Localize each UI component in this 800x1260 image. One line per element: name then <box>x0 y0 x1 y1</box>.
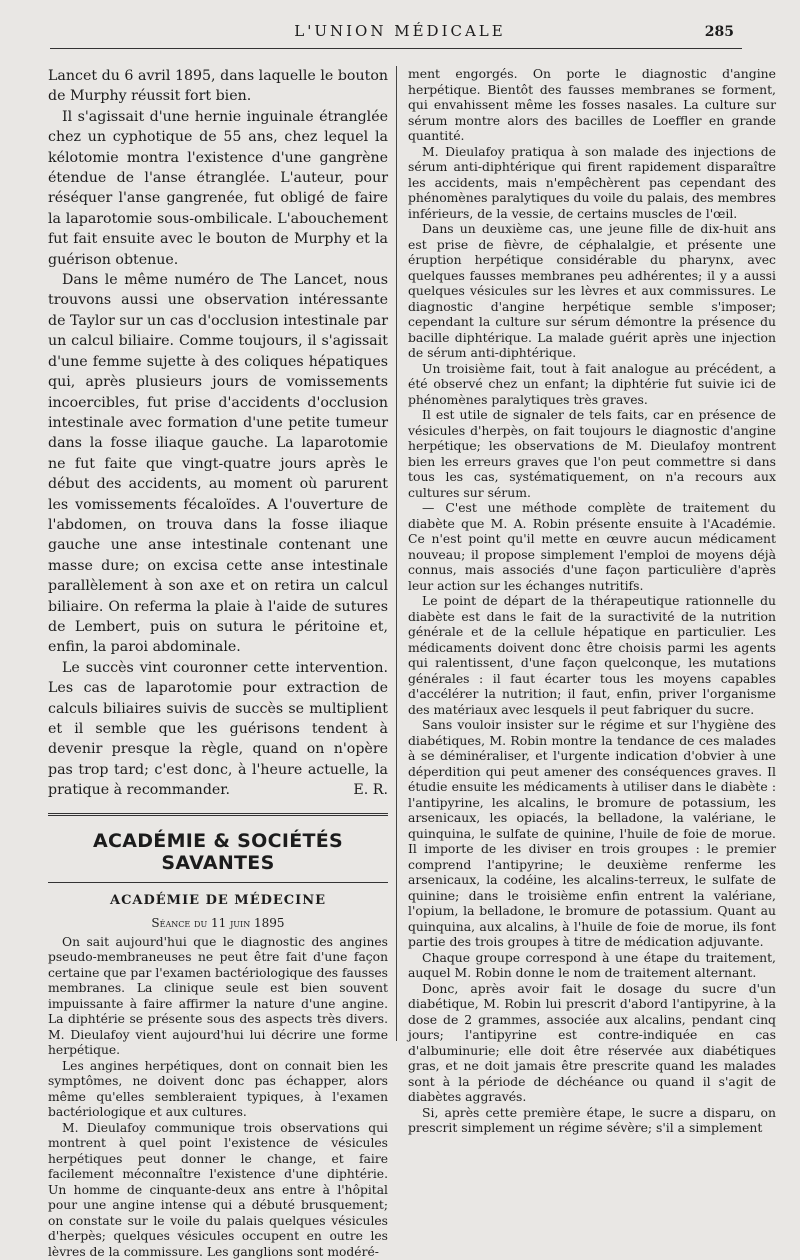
paragraph: Chaque groupe correspond à une étape du traitement, auquel M. Robin donne le nom de traitement alternant. <box>408 949 776 980</box>
paragraph: Il s'agissait d'une hernie inguinale étranglée chez un cyphotique de 55 ans, chez lequel la kélotomie montra l'existence d'une gangrène étendue de l'anse étranglée. L'auteur, pour réséquer l'anse gangrenée, fut obligé de faire la laparotomie sous-ombilicale. L'abouchement fut fait ensuite avec le bouton de Murphy et la guérison obtenue. <box>48 108 388 268</box>
section-divider <box>48 813 388 820</box>
header-rule <box>50 48 742 49</box>
paragraph: ment engorgés. On porte le diagnostic d'angine herpétique. Bientôt des fausses membranes se forment, qui envahissent même les fosses nasales. La culture sur sérum montre alors des bacilles de Loeffler en grande quantité. <box>408 66 776 143</box>
paragraph: Dans un deuxième cas, une jeune fille de dix-huit ans est prise de fièvre, de céphalalgie, et présente une éruption herpétique considérable du pharynx, avec quelques fausses membranes peu adhérentes; il y a aussi quelques vésicules sur les lèvres et aux commissures. Le diagnostic d'angine herpétique semble s'imposer; cependant la culture sur sérum démontre la présence du bacille diphtérique. La malade guérit après une injection de sérum anti-diphtérique. <box>408 221 776 360</box>
paragraph: Donc, après avoir fait le dosage du sucre d'un diabétique, M. Robin lui prescrit d'abord l'antipyrine, à la dose de 2 grammes, associée aux alcalins, pendant cinq jours; l'antipyrine est contre-indiquée en cas d'albuminurie; elle doit être réservée aux diabétiques gras, et ne doit jamais être prescrite quand les malades sont à la période de déchéance ou quand il s'agit de diabètes aggravés. <box>408 980 776 1104</box>
paragraph: M. Dieulafoy pratiqua à son malade des injections de sérum anti-diphtérique qui firent rapidement disparaître les accidents, mais n'empêchèrent pas cependant des phénomènes paralytiques du voile du palais, des membres inférieurs, de la vessie, de certains muscles de l'œil. <box>408 143 776 221</box>
paragraph: Dans le même numéro de The Lancet, nous trouvons aussi une observation intéressante de Taylor sur un cas d'occlusion intestinale par un calcul biliaire. Comme toujours, il s'agissait d'une femme sujette à des coliques hépatiques qui, après plusieurs jours de vomissements incoercibles, fut prise d'accidents d'occlusion intestinale avec formation d'une petite tumeur dans la fosse iliaque gauche. La laparotomie ne fut faite que vingt-quatre jours après le début des accidents, au moment où parurent les vomissements fécaloïdes. A l'ouverture de l'abdomen, on trouva dans la fosse iliaque gauche une anse intestinale contenant une masse dure; on excisa cette anse intestinale parallèlement à son axe et on retira un calcul biliaire. On referma la plaie à l'aide de sutures de Lembert, puis on sutura le péritoine et, enfin, la paroi abdominale. <box>48 272 388 656</box>
running-title: L'UNION MÉDICALE <box>294 22 506 40</box>
section-underline <box>48 882 388 883</box>
paragraph: Un troisième fait, tout à fait analogue au précédent, a été observé chez un enfant; la diphtérie fut suivie ici de phénomènes paralytiques très graves. <box>408 360 776 407</box>
right-column <box>408 66 776 1136</box>
column-divider <box>396 66 397 1041</box>
paragraph: Sans vouloir insister sur le régime et sur l'hygiène des diabétiques, M. Robin montre la tendance de ces malades à se déminéraliser, et l'urgente indication d'obvier à une déperdition qui peut amener des conséquences graves. Il étudie ensuite les médicaments à utiliser dans le diabète : l'antipyrine, les alcalins, le bromure de potassium, les arsenicaux, les opiacés, la belladone, la valériane, le quinquina, le sulfate de quinine, l'huile de foie de morue. Il importe de les diviser en trois groupes : le premier comprend l'antipyrine; le deuxième renferme les arsenicaux, la codéine, les alcalins-terreux, le sulfate de quinine; dans le troisième enfin entrent la valériane, l'opium, la belladone, le bromure de potassium. Quant au quinquina, aux alcalins, à l'huile de foie de morue, ils font partie des trois groupes à titre de médication adjuvante. <box>408 717 776 949</box>
author-signature: E. R. <box>353 782 388 799</box>
page-header <box>40 18 760 52</box>
paragraph: Les angines herpétiques, dont on connait bien les symptômes, ne doivent donc pas échapper, alors même qu'elles sembleraient typiques, à l'examen bactériologique et aux cultures. <box>48 1058 388 1120</box>
left-column <box>48 66 388 1260</box>
section-title: ACADÉMIE & SOCIÉTÉS SAVANTES <box>92 829 343 874</box>
paragraph <box>48 658 388 801</box>
paragraph: Le point de départ de la thérapeutique rationnelle du diabète est dans le fait de la suractivité de la nutrition générale et de la cellule hépatique en particulier. Les médicaments doivent donc être choisis parmi les agents qui ralentissent, d'une façon quelconque, les mutations générales : il faut écarter tous les moyens capables d'accélérer la nutrition; il faut, enfin, priver l'organisme des matériaux avec lesquels il peut fabriquer du sucre. <box>408 593 776 717</box>
paragraph-text: Le succès vint couronner cette intervention. Les cas de laparotomie pour extraction de calculs biliaires suivis de succès se multiplient et il semble que les guérisons tendent à devenir presque la règle, quand on n'opère pas trop tard; c'est donc, à l'heure actuelle, la pratique à recommander. <box>48 659 388 799</box>
session-date: Séance du 11 juin 1895 <box>151 915 285 930</box>
paragraph: M. Dieulafoy communique trois observations qui montrent à quel point l'existence de vésicules herpétiques peut donner le change, et faire facilement méconnaître l'existence d'une diphtérie. Un homme de cinquante-deux ans entre à l'hôpital pour une angine intense qui a débuté brusquement; on constate sur le voile du palais quelques vésicules d'herpès; quelques vésicules occupent en outre les lèvres de la commissure. Les ganglions sont modéré- <box>48 1120 388 1259</box>
paragraph: Si, après cette première étape, le sucre a disparu, on prescrit simplement un régime sévère; s'il a simplement <box>408 1104 776 1135</box>
paragraph: Lancet du 6 avril 1895, dans laquelle le bouton de Murphy réussit fort bien. <box>48 68 388 105</box>
page-number: 285 <box>704 24 734 40</box>
paragraph: — C'est une méthode complète de traitement du diabète que M. A. Robin présente ensuite à l'Académie. Ce n'est point qu'il mette en œuvre aucun médicament nouveau; il propose simplement l'emploi de moyens déjà connus, mais associés d'une façon particulière d'après leur action sur les échanges nutritifs. <box>408 500 776 593</box>
paragraph: On sait aujourd'hui que le diagnostic des angines pseudo-membraneuses ne peut être fait d'une façon certaine que par l'examen bactériologique des fausses membranes. La clinique seule est bien souvent impuissante à faire affirmer la nature d'une angine. La diphtérie se présente sous des aspects très divers. M. Dieulafoy vient aujourd'hui lui décrire une forme herpétique. <box>48 934 388 1058</box>
paragraph: Il est utile de signaler de tels faits, car en présence de vésicules d'herpès, on fait toujours le diagnostic d'angine herpétique; les observations de M. Dieulafoy montrent bien les erreurs graves que l'on peut commettre si dans tous les cas, systématiquement, on n'a recours aux cultures sur sérum. <box>408 407 776 500</box>
subsection-title: ACADÉMIE DE MÉDECINE <box>109 892 326 908</box>
